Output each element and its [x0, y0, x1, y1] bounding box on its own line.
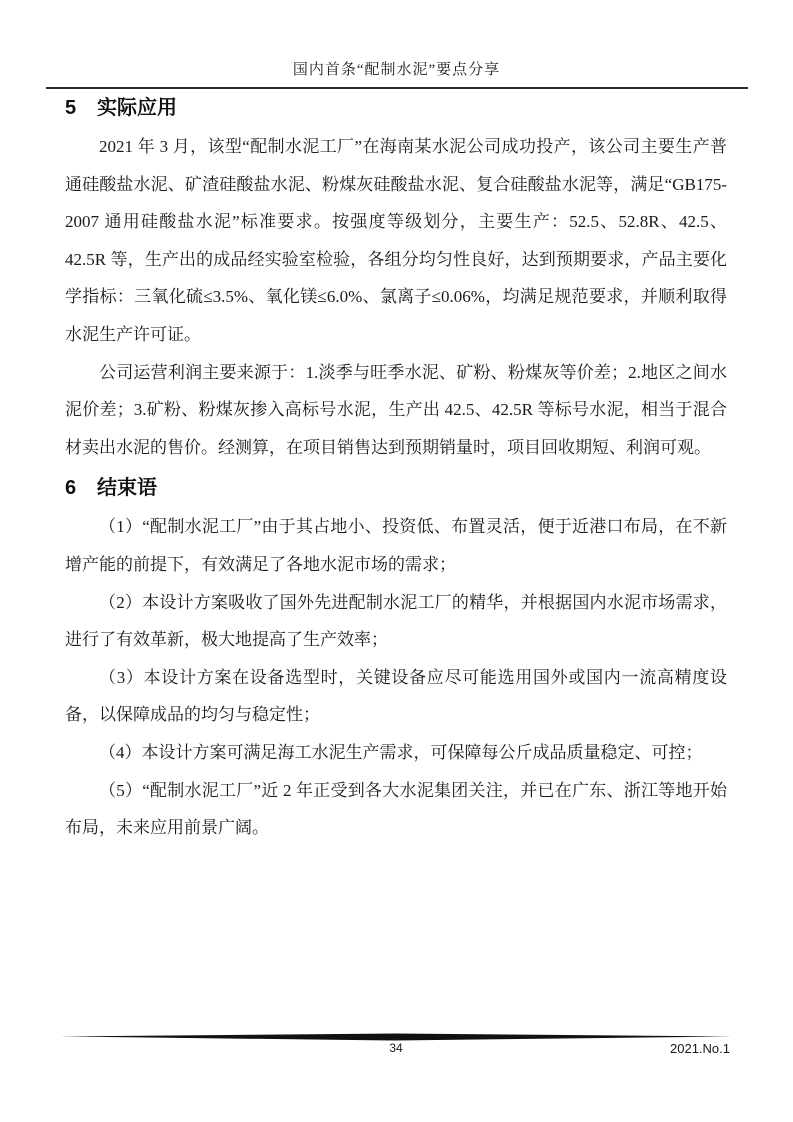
paragraph: 公司运营利润主要来源于：1.淡季与旺季水泥、矿粉、粉煤灰等价差；2.地区之间水泥价差；3.矿粉、粉煤灰掺入高标号水泥，生产出 42.5、42.5R 等标号水泥，相当于混合材卖出水泥的售价。经测算，在项目销售达到预期销量时，项目回收期短、利润可观。 [65, 362, 727, 457]
issue-label: 2021.No.1 [670, 1041, 730, 1056]
paragraph: （2）本设计方案吸收了国外先进配制水泥工厂的精华，并根据国内水泥市场需求，进行了有效革新，极大地提高了生产效率； [65, 592, 727, 650]
section-title: 结束语 [97, 477, 157, 500]
page-number: 34 [389, 1041, 403, 1055]
paragraph: （4）本设计方案可满足海工水泥生产需求，可保障每公斤成品质量稳定、可控； [99, 742, 703, 762]
section-number: 5 [65, 97, 77, 119]
footer-row [60, 1041, 732, 1061]
section-title: 实际应用 [97, 97, 177, 119]
paragraph: （3）本设计方案在设备选型时，关键设备应尽可能选用国外或国内一流高精度设备，以保障成品的均匀与稳定性； [65, 667, 727, 725]
section-number: 6 [65, 477, 77, 500]
running-header-title: 国内首条“配制水泥”要点分享 [292, 62, 501, 78]
page-content [65, 90, 727, 847]
section-heading-6 [65, 474, 727, 502]
paragraph: （5）“配制水泥工厂”近 2 年正受到各大水泥集团关注，并已在广东、浙江等地开始布局，未来应用前景广阔。 [65, 780, 727, 838]
header-rule [46, 87, 748, 89]
paragraph: 2021 年 3 月，该型“配制水泥工厂”在海南某水泥公司成功投产，该公司主要生产普通硅酸盐水泥、矿渣硅酸盐水泥、粉煤灰硅酸盐水泥、复合硅酸盐水泥等，满足“GB175-2007 通用硅酸盐水泥”标准要求。按强度等级划分，主要生产：52.5、52.8R、42.5、42.5R 等，生产出的成品经实验室检验，各组分均匀性良好，达到预期要求，产品主要化学指标：三氧化硫≤3.5%、氧化镁≤6.0%、氯离子≤0.06%，均满足规范要求，并顺利取得水泥生产许可证。 [65, 137, 727, 344]
paragraph: （1）“配制水泥工厂”由于其占地小、投资低、布置灵活，便于近港口布局，在不新增产能的前提下，有效满足了各地水泥市场的需求； [65, 517, 727, 574]
section-heading-5 [65, 94, 727, 122]
